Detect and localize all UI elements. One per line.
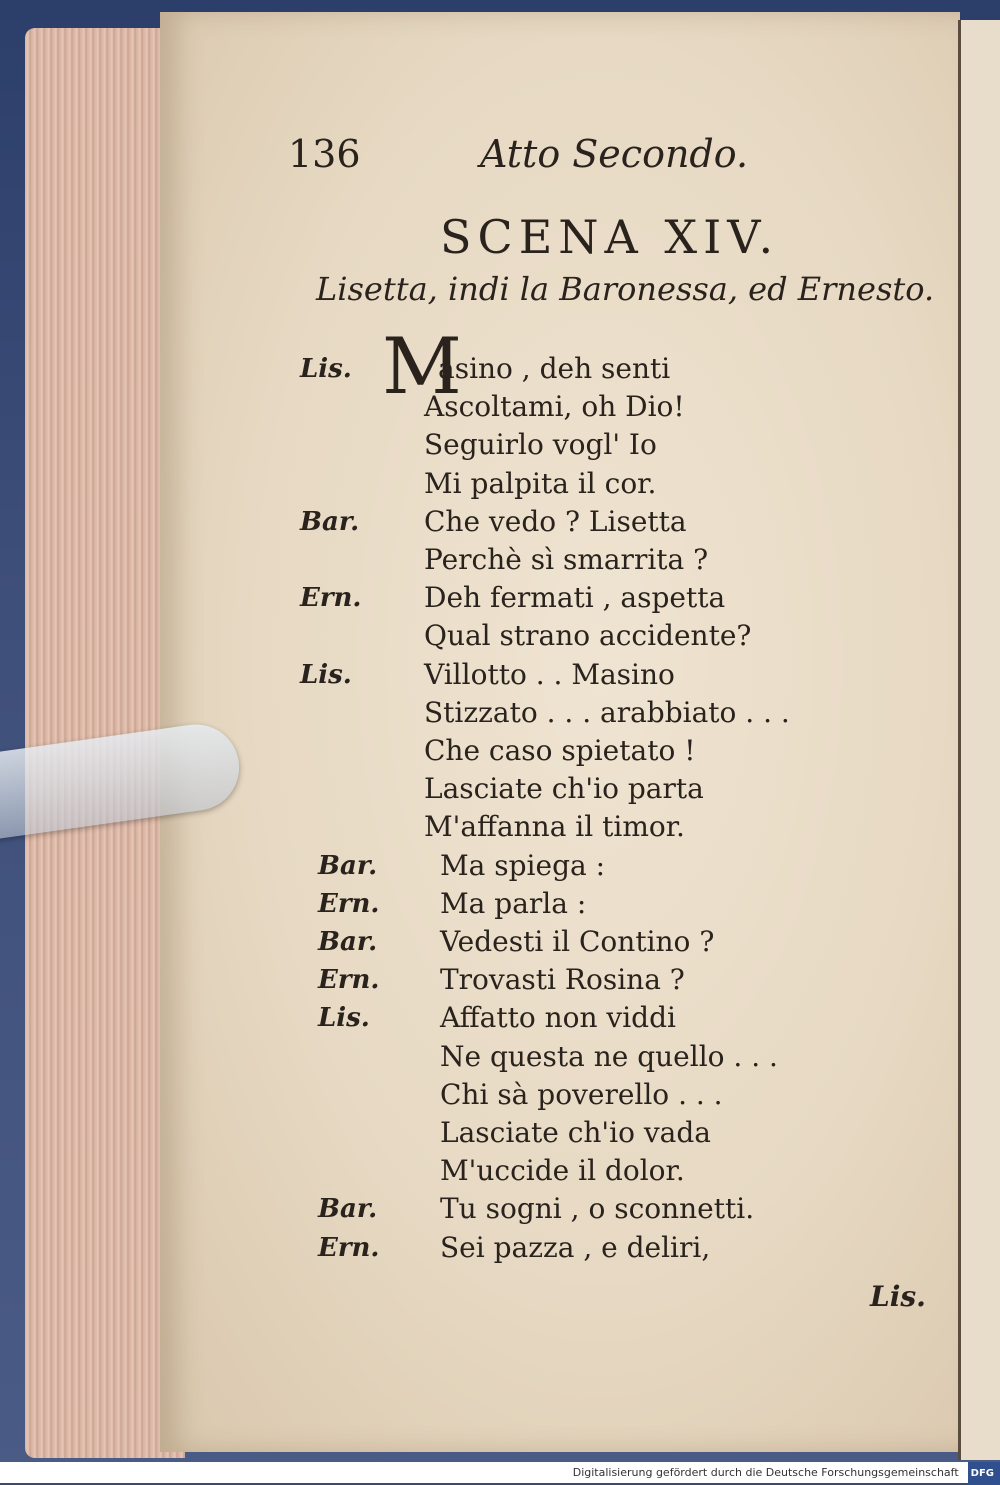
verse-line: Chi sà poverello . . . [440, 1077, 723, 1111]
speaker-label: Lis. [318, 1003, 370, 1034]
verse-line: Perchè sì smarrita ? [424, 543, 709, 576]
page-number: 136 [288, 132, 361, 176]
facing-page-edge [958, 20, 1000, 1460]
running-title: Atto Secondo. [480, 132, 749, 176]
verse-line: Ma parla : [440, 886, 587, 920]
verse-line: Deh fermati , aspetta [424, 581, 726, 615]
scene-title: SCENA XIV. [440, 210, 780, 264]
footer-text: Digitalisierung gefördert durch die Deutsche Forschungsgemeinschaft [572, 1466, 959, 1479]
catchword: Lis. [870, 1280, 926, 1313]
speaker-label: Bar. [300, 506, 360, 537]
verse-line: Affatto non viddi [440, 1001, 676, 1035]
verse-line: Qual strano accidente? [424, 619, 752, 653]
character-list: Lisetta, indi la Baronessa, ed Ernesto. [316, 270, 935, 308]
verse-line: Sei pazza , e deliri, [440, 1230, 711, 1264]
verse-line: M'affanna il timor. [424, 810, 685, 844]
verse-line: Tu sogni , o sconnetti. [440, 1192, 755, 1226]
speaker-label: Ern. [318, 888, 380, 919]
speaker-label: Lis. [300, 354, 352, 384]
verse-line: Ne questa ne quello . . . [440, 1039, 778, 1073]
verse-line: Ma spiega : [440, 848, 606, 882]
verse-line: Villotto . . Masino [424, 657, 675, 691]
verse-line: Lasciate ch'io vada [440, 1116, 711, 1149]
verse-line: Lasciate ch'io parta [424, 772, 704, 806]
verse-line: Stizzato . . . arabbiato . . . [424, 695, 790, 729]
verse-line: Che vedo ? Lisetta [424, 504, 687, 538]
speaker-label: Ern. [300, 583, 362, 614]
dfg-logo: DFG [968, 1462, 1000, 1485]
verse-line: M'uccide il dolor. [440, 1154, 685, 1188]
verse-line: asino , deh senti [438, 352, 671, 385]
drop-cap: M [382, 322, 462, 412]
verse-line: Che caso spietato ! [424, 734, 696, 767]
speaker-label: Bar. [318, 1194, 378, 1225]
speaker-label: Bar. [318, 927, 378, 957]
verse-line: Seguirlo vogl' Io [424, 428, 657, 462]
verse-line: Trovasti Rosina ? [440, 963, 685, 997]
verse-line: Vedesti il Contino ? [440, 925, 715, 958]
verse-line: Mi palpita il cor. [424, 466, 657, 500]
speaker-label: Bar. [318, 850, 378, 881]
speaker-label: Ern. [318, 1232, 380, 1263]
verse-line: Ascoltami, oh Dio! [424, 390, 685, 424]
footer-bar [0, 1462, 1000, 1483]
speaker-label: Ern. [318, 965, 380, 996]
speaker-label: Lis. [300, 659, 352, 690]
